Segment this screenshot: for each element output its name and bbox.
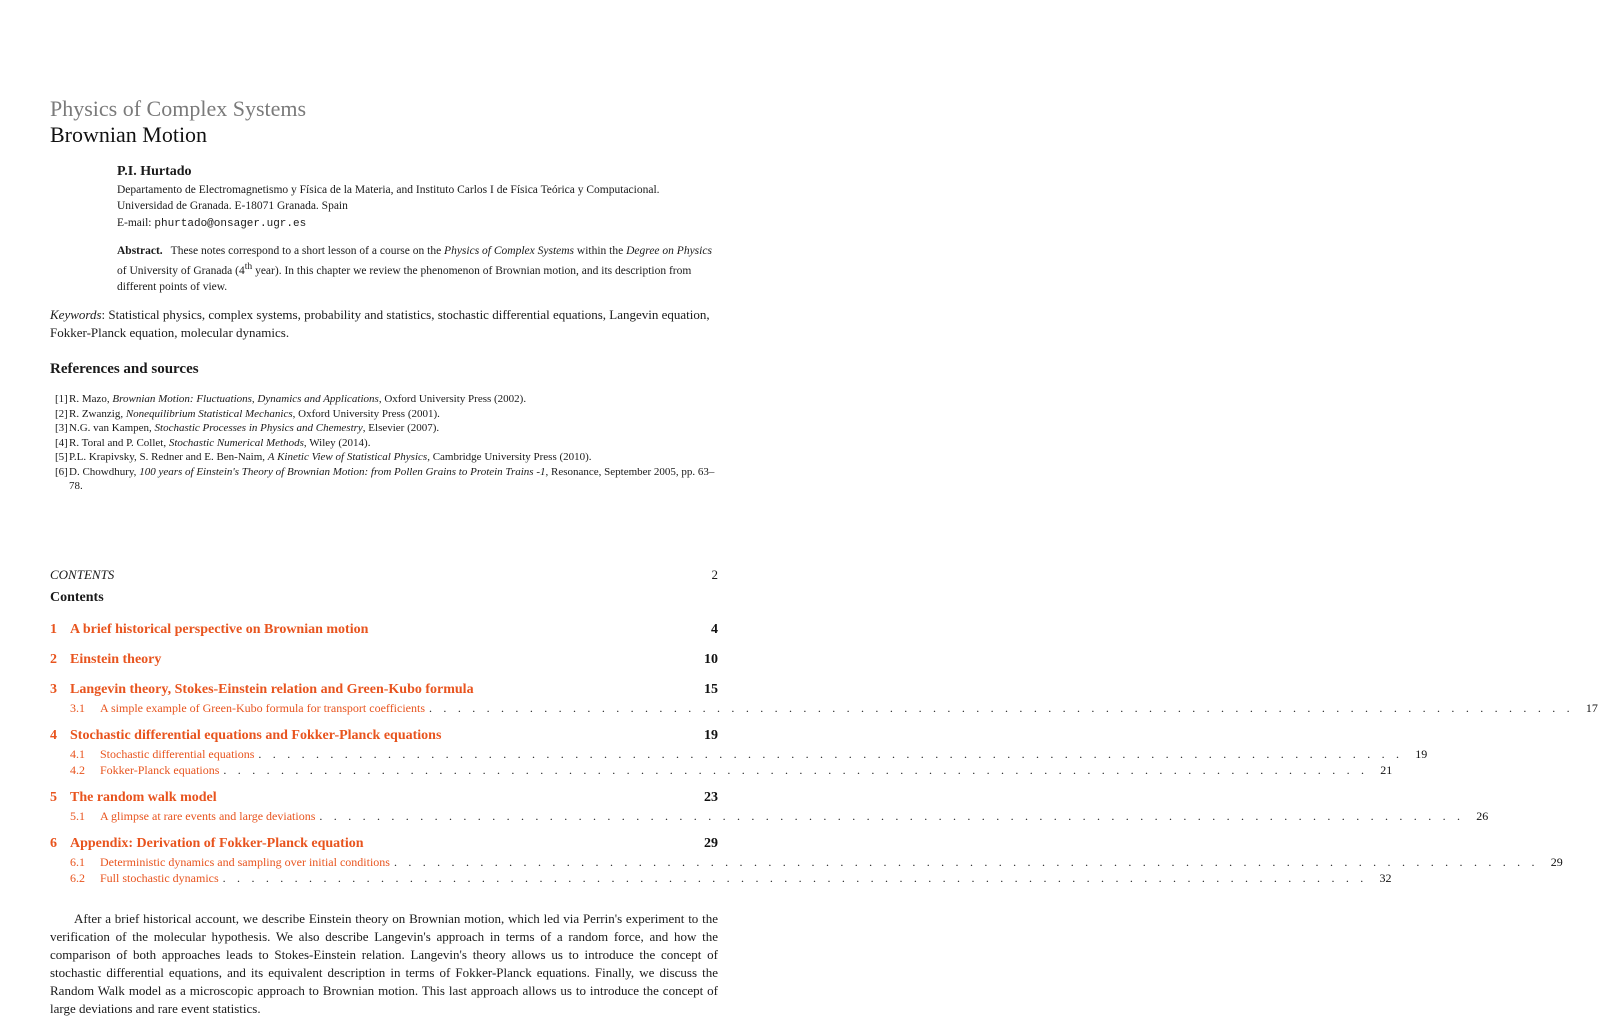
table-of-contents <box>50 612 1598 886</box>
reference-publisher: , Wiley (2014). <box>303 436 371 449</box>
toc-subsection-title: Stochastic differential equations <box>100 747 255 761</box>
author-name: P.I. Hurtado <box>117 164 192 179</box>
page-number: 2 <box>711 567 718 582</box>
toc-section-title: Appendix: Derivation of Fokker-Planck equation <box>70 836 364 851</box>
toc-section[interactable] <box>50 834 718 854</box>
reference-publisher: , Oxford University Press (2001). <box>292 407 440 420</box>
toc-section-number: 3 <box>50 682 57 697</box>
keywords <box>50 306 725 342</box>
toc-section-title: Einstein theory <box>70 652 162 667</box>
toc-section-title: Langevin theory, Stokes-Einstein relation and Green-Kubo formula <box>70 682 474 697</box>
toc-subsection-page: 29 <box>1550 855 1563 869</box>
toc-leader-dots: . . . . . . . . . . . . . . . . . . . . . . . . . . . . . . . . . . . . . . . . . . . . . . . . . . . . . . . . . . . . . . . . . . . . . . . . . . . . . . . . <box>319 809 1465 823</box>
reference-number: [6] <box>55 465 68 478</box>
toc-section-page: 29 <box>704 836 718 851</box>
abstract-emphasis-1: Physics of Complex Systems <box>444 245 575 257</box>
reference-authors: R. Mazo, <box>69 393 113 405</box>
toc-section-page: 23 <box>704 790 718 805</box>
toc-subsection[interactable] <box>50 808 1489 824</box>
toc-leader-dots: . . . . . . . . . . . . . . . . . . . . . . . . . . . . . . . . . . . . . . . . . . . . . . . . . . . . . . . . . . . . . . . . . . . . . . . . . . . . . . . . <box>393 855 1539 869</box>
abstract-text-2: within the <box>574 245 627 257</box>
reference-title: 100 years of Einstein's Theory of Brownian Motion: from Pollen Grains to Protein Trains -1 <box>139 465 546 478</box>
toc-section-page: 15 <box>704 682 718 697</box>
toc-subsection-title: A glimpse at rare events and large deviations <box>100 809 316 823</box>
email-address[interactable]: phurtado@onsager.ugr.es <box>154 218 307 230</box>
toc-section-number: 2 <box>50 652 57 667</box>
toc-section-page: 10 <box>704 652 718 667</box>
toc-subsection-number: 6.1 <box>70 855 85 869</box>
toc-subsection-number: 4.1 <box>70 747 85 761</box>
reference-authors: P.L. Krapivsky, S. Redner and E. Ben-Naim, <box>69 451 268 463</box>
toc-section-title: The random walk model <box>70 790 217 805</box>
toc-subsection-title: Fokker-Planck equations <box>100 763 220 777</box>
toc-section-block <box>50 680 1598 716</box>
toc-subsection-page: 17 <box>1585 701 1598 715</box>
reference-item <box>55 436 725 451</box>
toc-section-title: A brief historical perspective on Brownian motion <box>70 622 369 637</box>
reference-authors: D. Chowdhury, <box>69 465 140 478</box>
reference-text <box>69 465 725 494</box>
toc-section-block <box>50 620 718 640</box>
reference-title: Stochastic Processes in Physics and Chemestry <box>154 422 363 434</box>
toc-subsection-page: 32 <box>1379 871 1392 885</box>
toc-section-number: 1 <box>50 622 57 637</box>
abstract <box>117 243 717 295</box>
toc-section[interactable] <box>50 620 718 640</box>
reference-authors: N.G. van Kampen, <box>69 422 155 434</box>
toc-subsection-number: 6.2 <box>70 871 85 885</box>
intro-paragraph: After a brief historical account, we describe Einstein theory on Brownian motion, which led via Perrin's experiment to the verification of the molecular hypothesis. We also describe Langevin's approach in terms of a random force, and how the comparison of both approaches leads to Stokes-Einstein relation. Langevin's theory allows us to introduce the concept of stochastic differential equations, and its equivalent description in terms of Fokker-Planck equations. Finally, we discuss the Random Walk model as a microscopic approach to Brownian motion. This last approach allows us to introduce the concept of large deviations and rare event statistics. <box>50 911 718 1016</box>
reference-text <box>69 392 725 407</box>
toc-section[interactable] <box>50 726 718 746</box>
toc-leader-dots: . . . . . . . . . . . . . . . . . . . . . . . . . . . . . . . . . . . . . . . . . . . . . . . . . . . . . . . . . . . . . . . . . . . . . . . . . . . . . . . . <box>222 871 1368 885</box>
toc-section-number: 6 <box>50 836 57 851</box>
abstract-text-4: year). In this chapter we review the phenomenon of Brownian motion, and its description from different points of view. <box>117 264 692 293</box>
abstract-emphasis-2: Degree on Physics <box>626 245 712 257</box>
reference-publisher: , Cambridge University Press (2010). <box>427 451 592 463</box>
reference-text <box>69 436 725 451</box>
reference-item <box>55 407 725 422</box>
reference-publisher: , Elsevier (2007). <box>362 422 440 434</box>
toc-subsection-page: 26 <box>1476 809 1489 823</box>
toc-section-page: 19 <box>704 728 718 743</box>
reference-authors: R. Toral and P. Collet, <box>69 436 169 449</box>
reference-title: A Kinetic View of Statistical Physics <box>267 451 428 463</box>
toc-section-title: Stochastic differential equations and Fokker-Planck equations <box>70 728 442 743</box>
reference-title: Brownian Motion: Fluctuations, Dynamics and Applications <box>112 393 379 405</box>
document-title: Brownian Motion <box>50 122 208 147</box>
abstract-label: Abstract. <box>117 245 163 257</box>
reference-text <box>69 407 725 422</box>
toc-section[interactable] <box>50 788 718 808</box>
toc-section-block <box>50 650 718 670</box>
toc-subsection-page: 21 <box>1380 763 1393 777</box>
toc-section-block <box>50 834 1563 886</box>
reference-item <box>55 450 725 465</box>
toc-subsection[interactable] <box>50 762 1393 778</box>
reference-number: [4] <box>55 436 68 449</box>
toc-subsection[interactable] <box>50 746 1428 762</box>
toc-section-page: 4 <box>711 622 718 637</box>
reference-number: [5] <box>55 451 68 463</box>
author-affiliation: Departamento de Electromagnetismo y Física de la Materia, and Instituto Carlos I de Física Teórica y Computacional. Universidad de Granada. E-18071 Granada. Spain <box>117 184 660 212</box>
reference-item <box>55 421 725 436</box>
keywords-label: Keywords <box>50 307 102 322</box>
toc-section-block <box>50 788 1489 824</box>
reference-number: [2] <box>55 407 68 420</box>
toc-section[interactable] <box>50 650 718 670</box>
running-head: CONTENTS <box>50 567 115 582</box>
toc-subsection[interactable] <box>50 870 1392 886</box>
reference-title: Stochastic Numerical Methods <box>168 436 304 449</box>
email-label: E-mail: <box>117 217 152 229</box>
abstract-text-1: These notes correspond to a short lesson of a course on the <box>170 245 445 257</box>
toc-subsection-title: Deterministic dynamics and sampling over initial conditions <box>100 855 390 869</box>
series-title: Physics of Complex Systems <box>50 96 307 121</box>
reference-publisher: , Resonance, September 2005, pp. 63–78. <box>69 465 715 492</box>
toc-subsection-page: 19 <box>1415 747 1428 761</box>
references-heading: References and sources <box>50 361 199 377</box>
toc-section-block <box>50 726 1428 778</box>
reference-text <box>69 421 725 436</box>
toc-subsection[interactable] <box>50 700 1598 716</box>
toc-subsection-number: 3.1 <box>70 701 85 715</box>
abstract-superscript: th <box>244 261 253 272</box>
contents-heading: Contents <box>50 590 104 605</box>
toc-subsection-number: 4.2 <box>70 763 85 777</box>
toc-leader-dots: . . . . . . . . . . . . . . . . . . . . . . . . . . . . . . . . . . . . . . . . . . . . . . . . . . . . . . . . . . . . . . . . . . . . . . . . . . . . . . . . <box>429 701 1574 715</box>
toc-subsection-title: A simple example of Green-Kubo formula for transport coefficients <box>100 701 426 715</box>
toc-leader-dots: . . . . . . . . . . . . . . . . . . . . . . . . . . . . . . . . . . . . . . . . . . . . . . . . . . . . . . . . . . . . . . . . . . . . . . . . . . . . . . . . <box>223 763 1369 777</box>
reference-publisher: , Oxford University Press (2002). <box>378 393 527 405</box>
toc-section-number: 5 <box>50 790 57 805</box>
toc-subsection-title: Full stochastic dynamics <box>100 871 219 885</box>
toc-subsection[interactable] <box>50 854 1563 870</box>
references-list <box>55 392 725 494</box>
author-email-line <box>117 217 306 230</box>
toc-section-number: 4 <box>50 728 57 743</box>
reference-item <box>55 465 725 494</box>
toc-leader-dots: . . . . . . . . . . . . . . . . . . . . . . . . . . . . . . . . . . . . . . . . . . . . . . . . . . . . . . . . . . . . . . . . . . . . . . . . . . . . . . . . <box>258 747 1404 761</box>
keywords-text: : Statistical physics, complex systems, probability and statistics, stochastic differential equations, Langevin equation, Fokker-Planck equation, molecular dynamics. <box>50 307 710 340</box>
reference-item <box>55 392 725 407</box>
reference-text <box>69 450 725 465</box>
toc-section[interactable] <box>50 680 718 700</box>
abstract-text-3: of University of Granada (4 <box>117 264 245 277</box>
reference-authors: R. Zwanzig, <box>69 407 126 420</box>
toc-subsection-number: 5.1 <box>70 809 85 823</box>
reference-title: Nonequilibrium Statistical Mechanics <box>125 407 293 420</box>
reference-number: [1] <box>55 393 68 405</box>
reference-number: [3] <box>55 422 68 434</box>
